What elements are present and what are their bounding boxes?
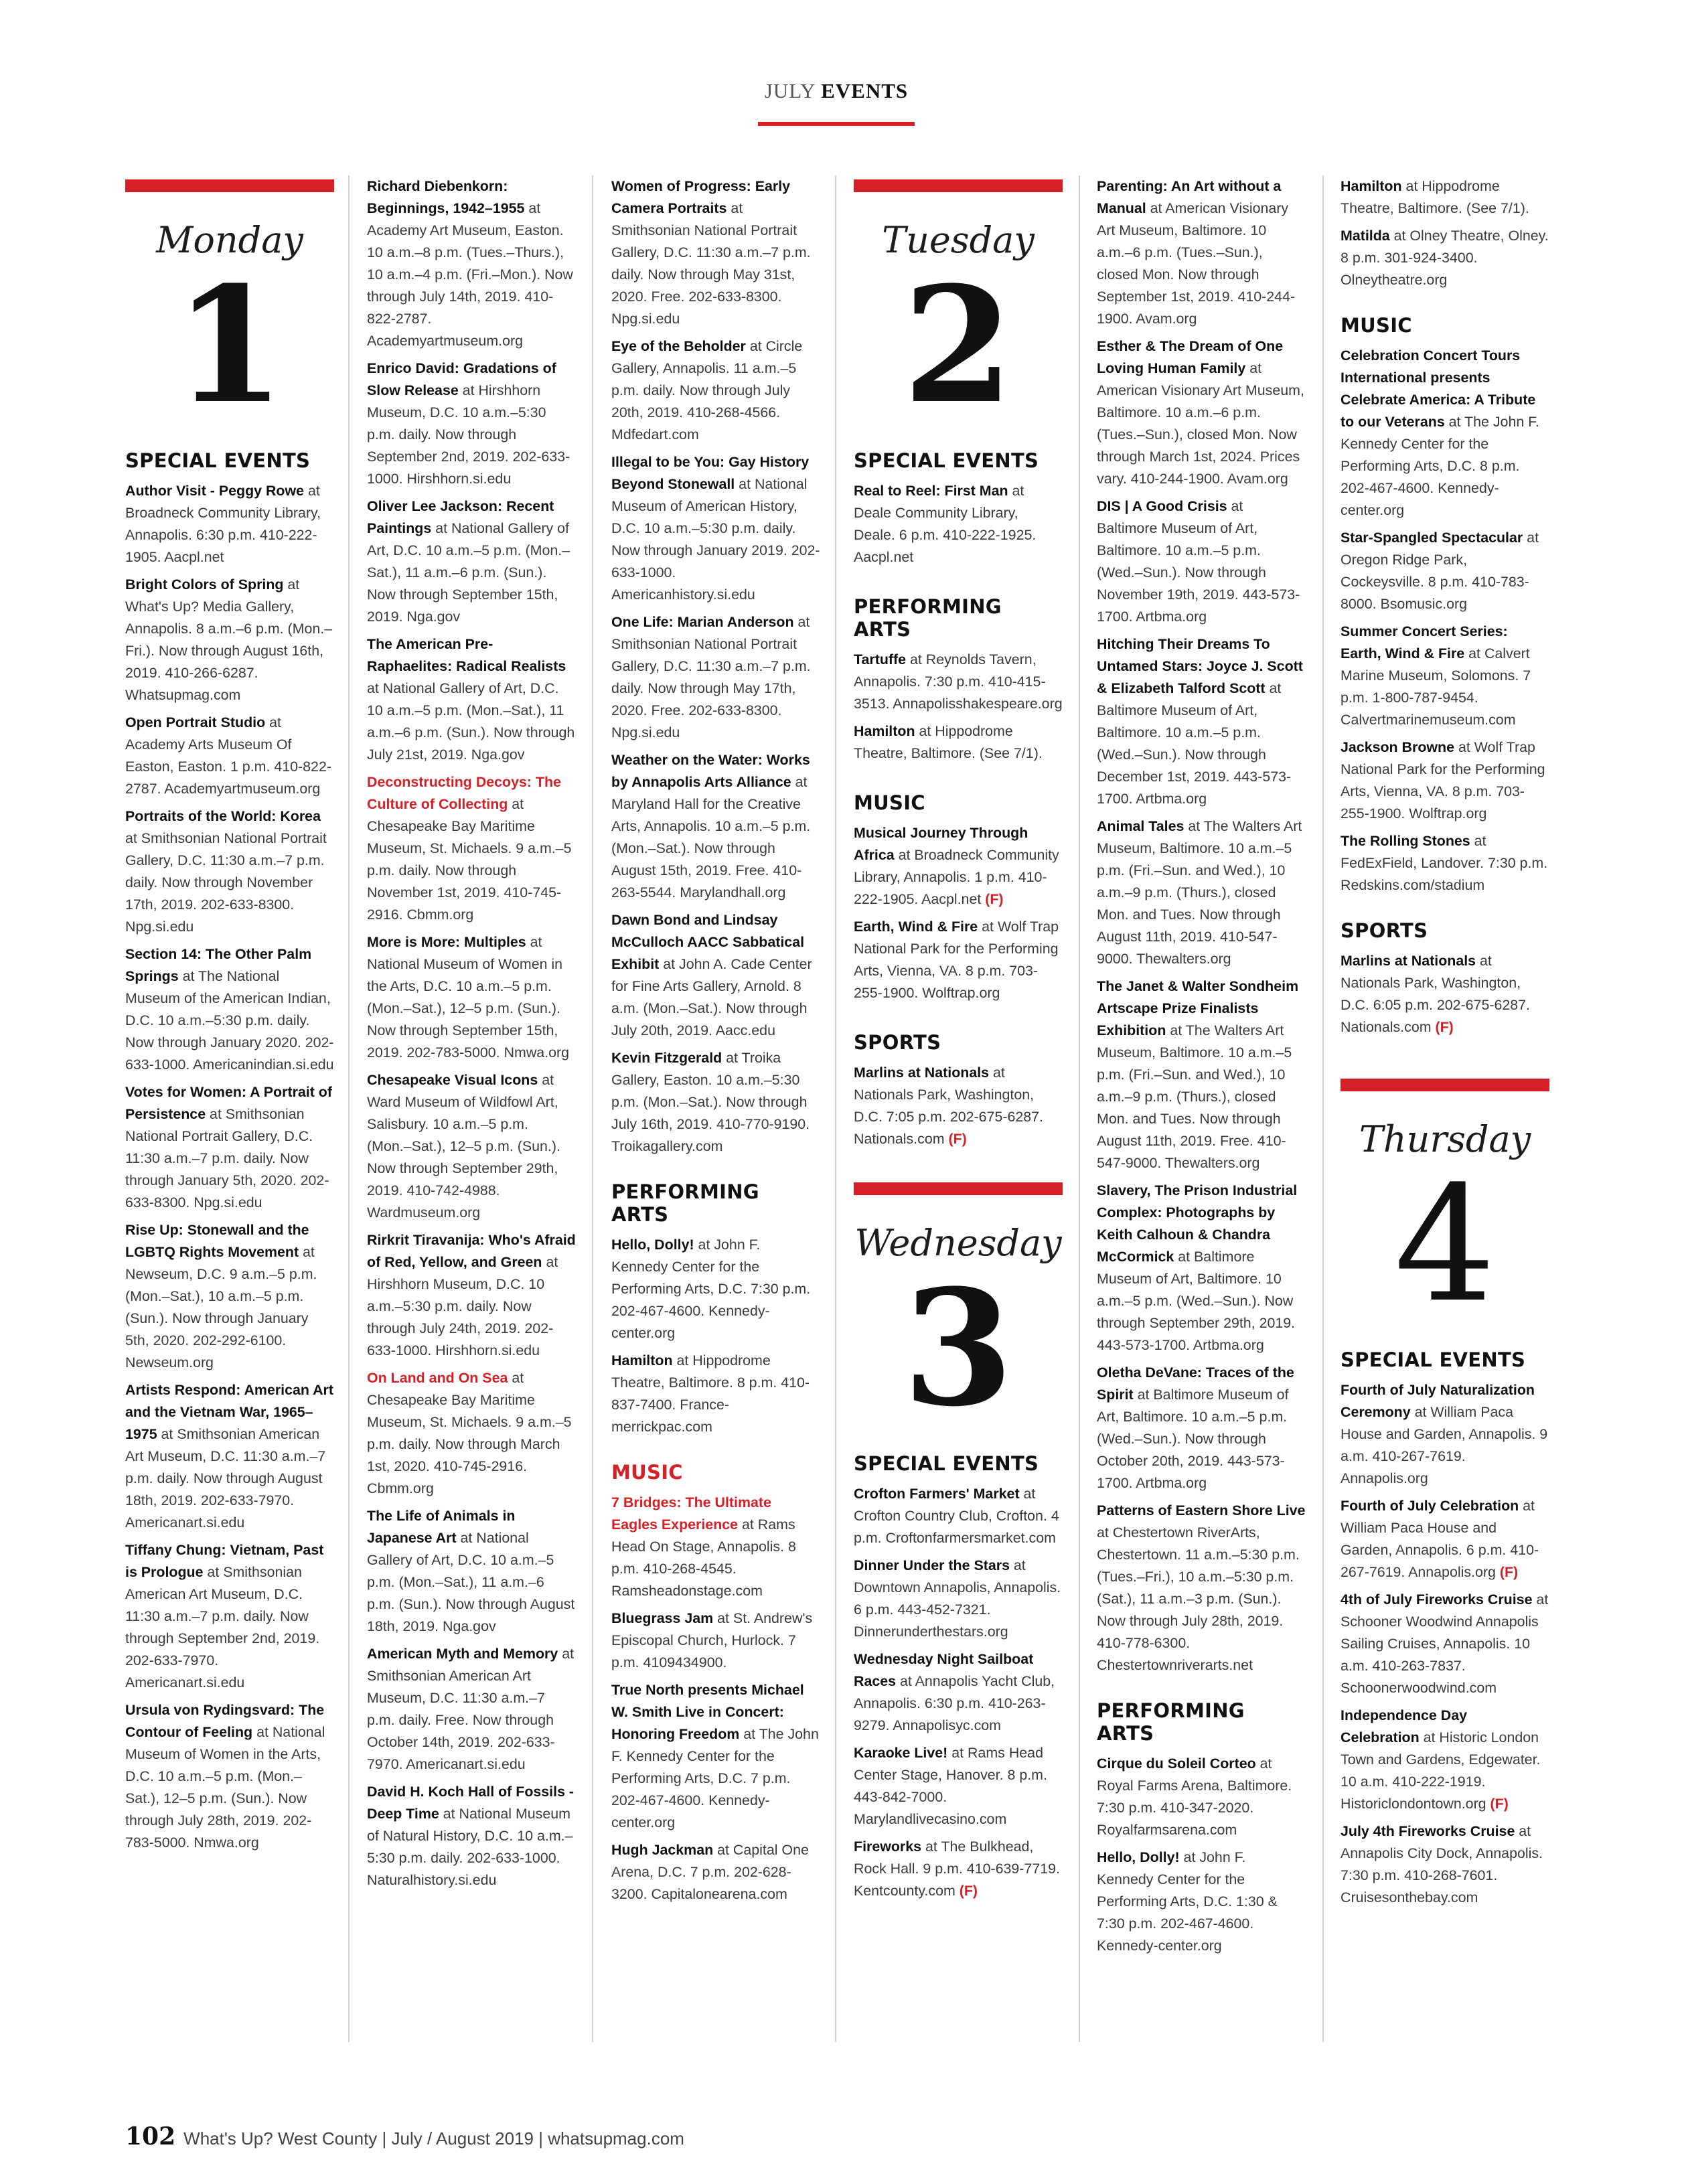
event-title: David H. Koch Hall of Fossils - Deep Time [367, 1784, 575, 1822]
event-list [611, 1234, 820, 1438]
free-badge: (F) [948, 1131, 967, 1147]
event-title: Oletha DeVane: Traces of the Spirit [1097, 1364, 1294, 1403]
event-entry [1341, 175, 1549, 220]
section-heading: SPECIAL EVENTS [854, 449, 1039, 472]
event-title: Matilda [1341, 228, 1390, 244]
event-entry [1097, 1847, 1306, 1957]
event-title: True North presents Michael W. Smith Live in Concert: Honoring Freedom [611, 1682, 804, 1742]
event-list [611, 1492, 820, 1905]
event-title: Artists Respond: American Art and the Vietnam War, 1965–1975 [125, 1382, 334, 1442]
event-details: at Reynolds Tavern, Annapolis. 7:30 p.m. 410-415-3513. Annapolisshakespeare.org [854, 651, 1063, 712]
event-title: More is More: Multiples [367, 934, 526, 950]
event-entry [854, 1555, 1063, 1643]
event-entry [611, 451, 820, 606]
event-title: Weather on the Water: Works by Annapolis Arts Alliance [611, 752, 810, 790]
section-heading: SPORTS [1341, 919, 1428, 942]
event-title: The Life of Animals in Japanese Art [367, 1508, 516, 1546]
event-title: Oliver Lee Jackson: Recent Paintings [367, 498, 554, 536]
event-title: Tiffany Chung: Vietnam, Past is Prologue [125, 1542, 324, 1580]
event-details: at Crofton Country Club, Crofton. 4 p.m. Croftonfarmersmarket.com [854, 1486, 1059, 1546]
event-details: at John F. Kennedy Center for the Performing Arts, D.C. 7:30 p.m. 202-467-4600. Kennedy-center.org [611, 1237, 811, 1341]
event-entry [367, 175, 576, 352]
event-title: Rise Up: Stonewall and the LGBTQ Rights Movement [125, 1222, 309, 1260]
event-title: Chesapeake Visual Icons [367, 1072, 538, 1088]
event-entry [611, 175, 820, 330]
event-title: Dawn Bond and Lindsay McCulloch AACC Sabbatical Exhibit [611, 912, 805, 972]
event-entry [1341, 345, 1549, 522]
event-details: at Oregon Ridge Park, Cockeysville. 8 p.m. 410-783-8000. Bsomusic.org [1341, 530, 1539, 612]
event-entry [1341, 950, 1549, 1038]
event-entry [367, 1643, 576, 1776]
event-title: DIS | A Good Crisis [1097, 498, 1227, 514]
event-title: Patterns of Eastern Shore Live [1097, 1502, 1306, 1518]
event-title: Star-Spangled Spectacular [1341, 530, 1523, 546]
event-title: Bright Colors of Spring [125, 576, 284, 593]
event-details: at John A. Cade Center for Fine Arts Gallery, Arnold. 8 a.m. (Mon.–Sat.). Now through July 20th, 2019. Aacc.edu [611, 956, 812, 1038]
event-list [854, 649, 1063, 765]
event-entry [1097, 1180, 1306, 1356]
event-title: The Janet & Walter Sondheim Artscape Prize Finalists Exhibition [1097, 978, 1299, 1038]
footer-text: What's Up? West County | July / August 2019 | whatsupmag.com [183, 2128, 684, 2149]
event-entry [1341, 1589, 1549, 1699]
event-details: at Smithsonian American Art Museum, D.C. 11:30 a.m.–7 p.m. daily. Now through September 2nd, 2019. 202-633-7970. Americanart.si.edu [125, 1564, 320, 1691]
event-details: at National Gallery of Art, D.C. 10 a.m.–5 p.m. (Mon.–Sat.), 11 a.m.–6 p.m. (Sun.). Now through July 21st, 2019. Nga.gov [367, 680, 575, 763]
day-bar [854, 1182, 1063, 1195]
event-title: Eye of the Beholder [611, 338, 746, 354]
event-details: at National Gallery of Art, D.C. 10 a.m.–5 p.m. (Mon.–Sat.), 11 a.m.–6 p.m. (Sun.). Now through September 15th, 2019. Nga.gov [367, 520, 570, 625]
event-title: Karaoke Live! [854, 1745, 948, 1761]
event-title: Crofton Farmers' Market [854, 1486, 1020, 1502]
event-entry [854, 916, 1063, 1004]
section-heading: SPECIAL EVENTS [1341, 1348, 1526, 1371]
event-entry [1341, 1705, 1549, 1815]
page-header: JULY EVENTS [764, 79, 909, 102]
event-list [854, 1062, 1063, 1150]
event-details: at Baltimore Museum of Art, Baltimore. 10 a.m.–5 p.m. (Wed.–Sun.). Now through December 1st, 2019. 443-573-1700. Artbma.org [1097, 680, 1292, 807]
event-title: Musical Journey Through Africa [854, 825, 1028, 863]
event-details: at Circle Gallery, Annapolis. 11 a.m.–5 p.m. daily. Now through July 20th, 2019. 410-268-4566. Mdfedart.com [611, 338, 803, 443]
event-details: at Olney Theatre, Olney. 8 p.m. 301-924-3400. Olneytheatre.org [1341, 228, 1549, 288]
event-details: at Academy Art Museum, Easton. 10 a.m.–8 p.m. (Tues.–Thurs.), 10 a.m.–4 p.m. (Fri.–Mon.). Now through July 14th, 2019. 410-822-2787. Academyartmuseum.org [367, 200, 573, 349]
section-heading: MUSIC [854, 791, 925, 814]
event-title: American Myth and Memory [367, 1646, 558, 1662]
event-details: at John F. Kennedy Center for the Performing Arts, D.C. 1:30 & 7:30 p.m. 202-467-4600. Kennedy-center.org [1097, 1849, 1278, 1954]
event-list [854, 822, 1063, 1004]
event-title: Tartuffe [854, 651, 907, 668]
event-list [1097, 1753, 1306, 1957]
event-details: at Capital One Arena, D.C. 7 p.m. 202-628-3200. Capitalonearena.com [611, 1842, 809, 1902]
event-details: at Chesapeake Bay Maritime Museum, St. Michaels. 9 a.m.–5 p.m. daily. Now through November 1st, 2019. 410-745-2916. Cbmm.org [367, 796, 572, 923]
event-details: at The Bulkhead, Rock Hall. 9 p.m. 410-639-7719. Kentcounty.com [854, 1839, 1060, 1899]
section-heading: SPORTS [854, 1031, 941, 1054]
event-title: Richard Diebenkorn: Beginnings, 1942–1955 [367, 178, 525, 216]
event-details: at What's Up? Media Gallery, Annapolis. 8 a.m.–6 p.m. (Mon.–Fri.). Now through August 16th, 2019. 410-266-6287. Whatsupmag.com [125, 576, 333, 703]
event-details: at Smithsonian American Art Museum, D.C. 11:30 a.m.–7 p.m. daily. Now through August 18th, 2019. 202-633-7970. Americanart.si.edu [125, 1426, 326, 1531]
free-badge: (F) [1490, 1796, 1509, 1812]
event-title: Esther & The Dream of One Loving Human Family [1097, 338, 1284, 376]
event-entry [367, 931, 576, 1064]
event-entry [125, 480, 334, 568]
event-title: Jackson Browne [1341, 739, 1454, 755]
event-title: The American Pre-Raphaelites: Radical Realists [367, 636, 566, 674]
event-details: at Nationals Park, Washington, D.C. 7:05 p.m. 202-675-6287. Nationals.com [854, 1065, 1043, 1147]
event-entry [367, 771, 576, 926]
event-entry [611, 1679, 820, 1834]
event-details: at Hirshhorn Museum, D.C. 10 a.m.–5:30 p.m. daily. Now through September 2nd, 2019. 202-633-1000. Hirshhorn.si.edu [367, 382, 570, 487]
event-details: at Calvert Marine Museum, Solomons. 7 p.m. 1-800-787-9454. Calvertmarinemuseum.com [1341, 645, 1531, 728]
event-list [367, 175, 576, 1891]
event-list [854, 1483, 1063, 1902]
event-title: Author Visit - Peggy Rowe [125, 483, 305, 499]
event-title: Dinner Under the Stars [854, 1557, 1010, 1573]
event-entry [1097, 495, 1306, 628]
event-title: Rirkrit Tiravanija: Who's Afraid of Red, Yellow, and Green [367, 1232, 576, 1270]
event-title: Independence Day Celebration [1341, 1707, 1468, 1745]
event-details: at The Walters Art Museum, Baltimore. 10 a.m.–5 p.m. (Fri.–Sun. and Wed.), 10 a.m.–9 p.m. (Thurs.), closed Mon. and Tues. Now through August 11th, 2019. 410-547-9000. Thewalters.org [1097, 818, 1302, 967]
event-entry [125, 574, 334, 706]
event-details: at Newseum, D.C. 9 a.m.–5 p.m. (Mon.–Sat.), 10 a.m.–5 p.m. (Sun.). Now through January 5th, 2020. 202-292-6100. Newseum.org [125, 1244, 317, 1371]
day-number-3: 3 [903, 1255, 1014, 1442]
event-list [1341, 1379, 1549, 1909]
event-entry [1097, 1500, 1306, 1676]
event-entry [611, 909, 820, 1042]
event-title: The Rolling Stones [1341, 833, 1470, 849]
event-title: Summer Concert Series: Earth, Wind & Fire [1341, 623, 1508, 661]
free-badge: (F) [985, 891, 1004, 907]
event-entry [854, 1062, 1063, 1150]
event-title: 7 Bridges: The Ultimate Eagles Experience [611, 1494, 771, 1533]
event-title: Fourth of July Celebration [1341, 1498, 1519, 1514]
event-entry [125, 943, 334, 1076]
event-title: Parenting: An Art without a Manual [1097, 178, 1282, 216]
event-list [611, 175, 820, 1158]
column-1 [125, 175, 334, 1859]
event-title: Hugh Jackman [611, 1842, 714, 1858]
event-title: On Land and On Sea [367, 1370, 508, 1386]
event-details: at Academy Arts Museum Of Easton, Easton. 1 p.m. 410-822-2787. Academyartmuseum.org [125, 714, 331, 797]
event-details: at Rams Head On Stage, Annapolis. 8 p.m. 410-268-4545. Ramsheadonstage.com [611, 1516, 796, 1599]
section-heading: MUSIC [611, 1461, 683, 1484]
event-title: Hamilton [854, 723, 915, 739]
event-entry [854, 480, 1063, 568]
event-entry [125, 1081, 334, 1214]
event-details: at Baltimore Museum of Art, Baltimore. 10 a.m.–5 p.m. (Wed.–Sun.). Now through November 19th, 2019. 443-573-1700. Artbma.org [1097, 498, 1300, 625]
event-details: at The John F. Kennedy Center for the Performing Arts, D.C. 8 p.m. 202-467-4600. Kennedy-center.org [1341, 414, 1539, 518]
event-entry [1341, 1495, 1549, 1583]
event-details: at Wolf Trap National Park for the Performing Arts, Vienna, VA. 8 p.m. 703-255-1900. Wolftrap.org [1341, 739, 1545, 822]
day-number-2: 2 [903, 252, 1014, 439]
event-entry [1097, 1753, 1306, 1841]
event-entry [125, 1379, 334, 1534]
event-entry [1341, 1379, 1549, 1490]
event-title: Animal Tales [1097, 818, 1184, 834]
event-entry [367, 1069, 576, 1224]
event-title: Open Portrait Studio [125, 714, 266, 730]
event-list [1341, 175, 1549, 291]
event-entry [1097, 976, 1306, 1174]
event-entry [1341, 830, 1549, 896]
event-list [854, 480, 1063, 568]
event-entry [854, 1836, 1063, 1902]
day-name-wednesday: Wednesday [854, 1222, 1062, 1264]
column-2 [367, 175, 576, 1897]
event-details: at Hippodrome Theatre, Baltimore. (See 7/1). [1341, 178, 1529, 216]
section-heading: PERFORMING ARTS [854, 595, 1002, 641]
event-entry [854, 1742, 1063, 1830]
event-details: at National Museum of Women in the Arts, D.C. 10 a.m.–5 p.m. (Mon.–Sat.), 12–5 p.m. (Sun.). Now through July 28th, 2019. 202-783-5000. Nmwa.org [125, 1724, 325, 1851]
event-entry [367, 495, 576, 628]
event-entry [125, 1539, 334, 1694]
page-footer [125, 2122, 684, 2151]
event-title: Real to Reel: First Man [854, 483, 1008, 499]
event-details: at Schooner Woodwind Annapolis Sailing Cruises, Annapolis. 10 a.m. 410-263-7837. Schoonerwoodwind.com [1341, 1591, 1549, 1696]
event-details: at Baltimore Museum of Art, Baltimore. 10 a.m.–5 p.m. (Wed.–Sun.). Now through October 20th, 2019. 443-573-1700. Artbma.org [1097, 1387, 1289, 1491]
event-title: Cirque du Soleil Corteo [1097, 1756, 1256, 1772]
event-entry [854, 822, 1063, 911]
section-heading: MUSIC [1341, 314, 1412, 337]
event-details: at St. Andrew's Episcopal Church, Hurlock. 7 p.m. 4109434900. [611, 1610, 813, 1670]
event-entry [367, 1505, 576, 1638]
event-details: at Maryland Hall for the Creative Arts, Annapolis. 10 a.m.–5 p.m. (Mon.–Sat.). Now through August 15th, 2019. Free. 410-263-5544. Marylandhall.org [611, 774, 811, 901]
event-entry [125, 805, 334, 938]
event-entry [1341, 527, 1549, 615]
event-details: at Chesapeake Bay Maritime Museum, St. Michaels. 9 a.m.–5 p.m. daily. Now through March 1st, 2020. 410-745-2916. Cbmm.org [367, 1370, 572, 1496]
event-title: 4th of July Fireworks Cruise [1341, 1591, 1533, 1608]
day-name-tuesday: Tuesday [882, 219, 1035, 261]
day-name-monday: Monday [156, 219, 303, 261]
event-entry [854, 1483, 1063, 1549]
event-list [125, 480, 334, 1854]
day-number-4: 4 [1394, 1152, 1496, 1338]
event-title: One Life: Marian Anderson [611, 614, 794, 630]
event-details: at Royal Farms Arena, Baltimore. 7:30 p.m. 410-347-2020. Royalfarmsarena.com [1097, 1756, 1292, 1838]
column-4 [854, 175, 1063, 1907]
event-list [1341, 950, 1549, 1038]
event-details: at National Museum of Natural History, D.C. 10 a.m.–5:30 p.m. daily. 202-633-1000. Naturalhistory.si.edu [367, 1806, 573, 1888]
event-title: Enrico David: Gradations of Slow Release [367, 360, 556, 398]
event-entry [1097, 1362, 1306, 1494]
event-details: at The Walters Art Museum, Baltimore. 10 a.m.–5 p.m. (Fri.–Sun. and Wed.), 10 a.m.–9 p.m. (Thurs.), closed Mon. and Tues. Now through August 11th, 2019. Free. 410-547-9000. Thewalters.org [1097, 1022, 1292, 1171]
event-title: Portraits of the World: Korea [125, 808, 321, 824]
free-badge: (F) [1435, 1019, 1454, 1035]
event-title: Illegal to be You: Gay History Beyond Stonewall [611, 454, 810, 492]
event-entry [611, 335, 820, 446]
event-details: at Annapolis Yacht Club, Annapolis. 6:30 p.m. 410-263-9279. Annapolisyc.com [854, 1673, 1055, 1733]
event-details: at Smithsonian American Art Museum, D.C. 11:30 a.m.–7 p.m. daily. Free. Now through October 14th, 2019. 202-633-7970. Americanart.si.edu [367, 1646, 575, 1772]
event-entry [611, 1608, 820, 1674]
event-entry [611, 1234, 820, 1344]
event-title: Fourth of July Naturalization Ceremony [1341, 1382, 1535, 1420]
event-details: at The John F. Kennedy Center for the Performing Arts, D.C. 7 p.m. 202-467-4600. Kennedy-center.org [611, 1726, 819, 1830]
day-bar [1341, 1079, 1549, 1091]
event-details: at Smithsonian National Portrait Gallery, D.C. 11:30 a.m.–7 p.m. daily. Now through January 5th, 2020. 202-633-8300. Npg.si.edu [125, 1106, 329, 1211]
event-title: Bluegrass Jam [611, 1610, 714, 1626]
event-details: at Smithsonian National Portrait Gallery, D.C. 11:30 a.m.–7 p.m. daily. Now through May 17th, 2020. Free. 202-633-8300. Npg.si.edu [611, 614, 811, 740]
event-title: Marlins at Nationals [854, 1065, 990, 1081]
free-badge: (F) [1499, 1564, 1519, 1580]
event-details: at American Visionary Art Museum, Baltimore. 10 a.m.–6 p.m. (Tues.–Sun.), closed Mon. Now through March 1st, 2024. Prices vary. 410-244-1900. Avam.org [1097, 360, 1304, 487]
event-details: at American Visionary Art Museum, Baltimore. 10 a.m.–6 p.m. (Tues.–Sun.), closed Mon. Now through September 1st, 2019. 410-244-1900. Avam.org [1097, 200, 1296, 327]
event-entry [854, 1648, 1063, 1737]
event-details: at Annapolis City Dock, Annapolis. 7:30 p.m. 410-268-7601. Cruisesonthebay.com [1341, 1823, 1543, 1905]
event-details: at Troika Gallery, Easton. 10 a.m.–5:30 p.m. (Mon.–Sat.). Now through July 16th, 2019. 410-770-9190. Troikagallery.com [611, 1050, 810, 1154]
event-title: Hello, Dolly! [611, 1237, 694, 1253]
event-details: at Chestertown RiverArts, Chestertown. 11 a.m.–5:30 p.m. (Tues.–Fri.), 10 a.m.–5:30 p.m. (Sat.), 11 a.m.–3 p.m. (Sun.). Now through July 28th, 2019. 410-778-6300. Chestertownriverarts.net [1097, 1525, 1300, 1673]
event-details: at William Paca House and Garden, Annapolis. 6 p.m. 410-267-7619. Annapolis.org [1341, 1498, 1539, 1580]
event-title: Hamilton [611, 1352, 673, 1369]
event-entry [1097, 815, 1306, 970]
event-entry [1097, 335, 1306, 490]
column-5 [1097, 175, 1306, 1962]
section-heading: SPECIAL EVENTS [854, 1452, 1039, 1475]
event-details: at National Gallery of Art, D.C. 10 a.m.–5 p.m. (Mon.–Sat.), 11 a.m.–6 p.m. (Sun.). Now through August 18th, 2019. Nga.gov [367, 1530, 575, 1634]
event-details: at The National Museum of the American Indian, D.C. 10 a.m.–5:30 p.m. daily. Now through January 2020. 202-633-1000. Americanindian.si.edu [125, 968, 334, 1073]
event-entry [125, 1219, 334, 1374]
event-details: at Wolf Trap National Park for the Performing Arts, Vienna, VA. 8 p.m. 703-255-1900. Wolftrap.org [854, 919, 1059, 1001]
free-badge: (F) [959, 1883, 978, 1899]
section-heading: SPECIAL EVENTS [125, 449, 311, 472]
event-title: Votes for Women: A Portrait of Persistence [125, 1084, 332, 1122]
event-details: at Rams Head Center Stage, Hanover. 8 p.m. 443-842-7000. Marylandlivecasino.com [854, 1745, 1047, 1827]
event-entry [611, 611, 820, 744]
event-entry [1341, 621, 1549, 731]
event-entry [611, 749, 820, 904]
event-title: Hitching Their Dreams To Untamed Stars: Joyce J. Scott & Elizabeth Talford Scott [1097, 636, 1303, 696]
event-entry [854, 720, 1063, 765]
event-details: at Nationals Park, Washington, D.C. 6:05 p.m. 202-675-6287. Nationals.com [1341, 953, 1530, 1035]
section-heading: PERFORMING ARTS [611, 1180, 759, 1226]
event-entry [1341, 736, 1549, 825]
event-entry [611, 1047, 820, 1158]
column-divider [348, 175, 350, 2042]
event-entry [611, 1839, 820, 1905]
section-heading: PERFORMING ARTS [1097, 1699, 1245, 1745]
event-title: Slavery, The Prison Industrial Complex: Photographs by Keith Calhoun & Chandra McCormick [1097, 1182, 1298, 1265]
event-entry [367, 1781, 576, 1891]
event-entry [1097, 633, 1306, 810]
event-details: at Broadneck Community Library, Annapolis. 1 p.m. 410-222-1905. Aacpl.net [854, 847, 1059, 907]
event-title: Ursula von Rydingsvard: The Contour of Feeling [125, 1702, 325, 1740]
event-title: Kevin Fitzgerald [611, 1050, 722, 1066]
event-title: Fireworks [854, 1839, 922, 1855]
event-entry [611, 1492, 820, 1602]
column-3 [611, 175, 820, 1911]
event-entry [125, 712, 334, 800]
event-title: Section 14: The Other Palm Springs [125, 946, 312, 984]
event-details: at Hippodrome Theatre, Baltimore. 8 p.m. 410-837-7400. France-merrickpac.com [611, 1352, 810, 1435]
event-entry [1097, 175, 1306, 330]
event-title: Hamilton [1341, 178, 1402, 194]
event-details: at Smithsonian National Portrait Gallery, D.C. 11:30 a.m.–7 p.m. daily. Now through May 31st, 2020. Free. 202-633-8300. Npg.si.edu [611, 200, 811, 327]
event-details: at Broadneck Community Library, Annapolis. 6:30 p.m. 410-222-1905. Aacpl.net [125, 483, 321, 565]
event-entry [125, 1699, 334, 1854]
event-entry [1341, 1820, 1549, 1909]
event-entry [367, 633, 576, 766]
event-details: at Historic London Town and Gardens, Edgewater. 10 a.m. 410-222-1919. Historiclondontown.org [1341, 1729, 1541, 1812]
day-number-1: 1 [174, 252, 285, 439]
page-number: 102 [125, 2122, 176, 2151]
event-details: at Hirshhorn Museum, D.C. 10 a.m.–5:30 p.m. daily. Now through July 24th, 2019. 202-633-1000. Hirshhorn.si.edu [367, 1254, 558, 1358]
event-details: at National Museum of Women in the Arts, D.C. 10 a.m.–5 p.m. (Mon.–Sat.), 12–5 p.m. (Sun.). Now through September 15th, 2019. 202-783-5000. Nmwa.org [367, 934, 570, 1061]
day-name-thursday: Thursday [1359, 1118, 1531, 1160]
event-entry [367, 1229, 576, 1362]
event-title: Women of Progress: Early Camera Portraits [611, 178, 791, 216]
event-details: at Ward Museum of Wildfowl Art, Salisbury. 10 a.m.–5 p.m. (Mon.–Sat.), 12–5 p.m. (Sun.). Now through September 29th, 2019. 410-742-4988. Wardmuseum.org [367, 1072, 560, 1221]
event-details: at FedExField, Landover. 7:30 p.m. Redskins.com/stadium [1341, 833, 1548, 893]
event-entry [854, 649, 1063, 715]
event-title: Marlins at Nationals [1341, 953, 1476, 969]
event-details: at Deale Community Library, Deale. 6 p.m. 410-222-1925. Aacpl.net [854, 483, 1037, 565]
event-entry [367, 1367, 576, 1500]
header-rule [758, 122, 915, 126]
event-title: Wednesday Night Sailboat Races [854, 1651, 1034, 1689]
event-list [1097, 175, 1306, 1676]
event-entry [611, 1350, 820, 1438]
event-title: Celebration Concert Tours International presents Celebrate America: A Tribute to our Veterans [1341, 347, 1536, 430]
day-bar [125, 179, 334, 192]
event-title: Hello, Dolly! [1097, 1849, 1180, 1865]
event-entry [367, 358, 576, 490]
event-details: at National Museum of American History, D.C. 10 a.m.–5:30 p.m. daily. Now through January 2019. 202-633-1000. Americanhistory.si.edu [611, 476, 820, 603]
event-list [1341, 345, 1549, 896]
event-title: July 4th Fireworks Cruise [1341, 1823, 1515, 1839]
event-title: Deconstructing Decoys: The Culture of Collecting [367, 774, 562, 812]
column-divider [592, 175, 593, 2042]
column-divider [1322, 175, 1324, 2042]
day-bar [854, 179, 1063, 192]
event-entry [1341, 225, 1549, 291]
event-details: at Hippodrome Theatre, Baltimore. (See 7/1). [854, 723, 1043, 761]
event-title: Earth, Wind & Fire [854, 919, 978, 935]
event-details: at Baltimore Museum of Art, Baltimore. 10 a.m.–5 p.m. (Wed.–Sun.). Now through September 29th, 2019. 443-573-1700. Artbma.org [1097, 1249, 1296, 1353]
event-details: at William Paca House and Garden, Annapolis. 9 a.m. 410-267-7619. Annapolis.org [1341, 1404, 1548, 1486]
column-6 [1341, 175, 1549, 1914]
column-divider [835, 175, 836, 2042]
column-divider [1079, 175, 1080, 2042]
event-details: at Smithsonian National Portrait Gallery, D.C. 11:30 a.m.–7 p.m. daily. Now through November 17th, 2019. 202-633-8300. Npg.si.edu [125, 830, 327, 935]
event-details: at Downtown Annapolis, Annapolis. 6 p.m. 443-452-7321. Dinnerunderthestars.org [854, 1557, 1061, 1640]
